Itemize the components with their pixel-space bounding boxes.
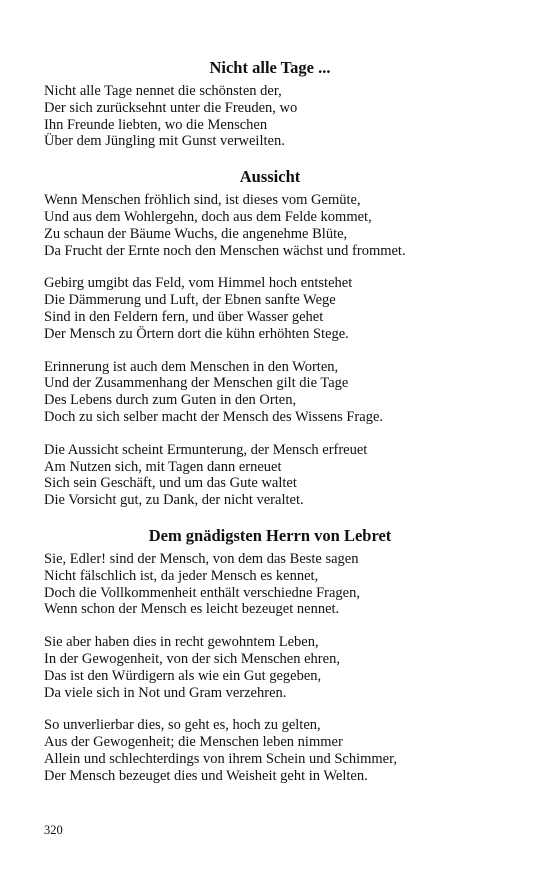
verse-line: Da viele sich in Not und Gram verzehren. (44, 684, 287, 701)
verse-line: Das ist den Würdigern als wie ein Gut gegeben, (44, 667, 322, 684)
verse-line: Sind in den Feldern fern, und über Wasser gehet (44, 308, 324, 325)
page-content (44, 57, 514, 801)
stanza (44, 442, 514, 509)
verse-line: Nicht fälschlich ist, da jeder Mensch es kennet, (44, 567, 319, 584)
verse-line: Die Vorsicht gut, zu Dank, der nicht veraltet. (44, 492, 304, 509)
stanza (44, 717, 514, 784)
verse-line: Sie aber haben dies in recht gewohntem Leben, (44, 634, 319, 651)
verse-line: Da Frucht der Ernte noch den Menschen wächst und frommet. (44, 242, 406, 259)
verse-line: Wenn schon der Mensch es leicht bezeuget nennet. (44, 601, 340, 618)
poem-title: Dem gnädigsten Herrn von Lebret (148, 525, 392, 545)
verse-line: Und aus dem Wohlergehn, doch aus dem Felde kommet, (44, 208, 372, 225)
verse-line: So unverlierbar dies, so geht es, hoch zu gelten, (44, 717, 321, 734)
verse-line: Wenn Menschen fröhlich sind, ist dieses vom Gemüte, (44, 192, 361, 209)
poem-dem-gnaedigsten-herrn-von-lebret (44, 525, 514, 785)
verse-line: Der sich zurücksehnt unter die Freuden, wo (44, 99, 298, 116)
stanza (44, 359, 514, 426)
verse-line: Ihn Freunde liebten, wo die Menschen (44, 116, 268, 133)
verse-line: Der Mensch zu Örtern dort die kühn erhöhten Stege. (44, 325, 349, 342)
verse-line: Sich sein Geschäft, und um das Gute waltet (44, 475, 297, 492)
verse-line: Die Dämmerung und Luft, der Ebnen sanfte Wege (44, 292, 336, 309)
verse-line: Nicht alle Tage nennet die schönsten der, (44, 83, 282, 99)
page-number: 320 (44, 823, 63, 837)
verse-line: Über dem Jüngling mit Gunst verweilten. (44, 133, 285, 150)
poem-title: Nicht alle Tage ... (209, 58, 331, 77)
verse-line: Doch zu sich selber macht der Mensch des Wissens Frage. (44, 408, 384, 425)
verse-line: Und der Zusammenhang der Menschen gilt die Tage (44, 375, 349, 392)
stanza (44, 275, 514, 342)
verse-line: Am Nutzen sich, mit Tagen dann erneuet (44, 458, 282, 475)
stanza (44, 551, 514, 618)
stanza (44, 192, 514, 259)
poem-aussicht (44, 166, 514, 509)
verse-line: Zu schaun der Bäume Wuchs, die angenehme Blüte, (44, 225, 348, 242)
verse-line: Doch die Vollkommenheit enthält verschiedne Fragen, (44, 584, 360, 601)
poem-title: Aussicht (239, 167, 301, 187)
verse-line: Gebirg umgibt das Feld, vom Himmel hoch entstehet (44, 275, 353, 292)
verse-line: In der Gewogenheit, von der sich Menschen ehren, (44, 650, 340, 667)
verse-line: Sie, Edler! sind der Mensch, von dem das Beste sagen (44, 550, 359, 567)
verse-line: Aus der Gewogenheit; die Menschen leben nimmer (44, 734, 343, 751)
stanza (44, 634, 514, 701)
verse-line: Allein und schlechterdings von ihrem Schein und Schimmer, (44, 750, 397, 767)
poem-nicht-alle-tage (44, 57, 514, 150)
verse-line: Erinnerung ist auch dem Menschen in den Worten, (44, 358, 339, 375)
stanza (44, 83, 514, 150)
verse-line: Des Lebens durch zum Guten in den Orten, (44, 392, 297, 409)
verse-line: Die Aussicht scheint Ermunterung, der Mensch erfreuet (44, 441, 368, 458)
verse-line: Der Mensch bezeuget dies und Weisheit geht in Welten. (44, 767, 368, 784)
